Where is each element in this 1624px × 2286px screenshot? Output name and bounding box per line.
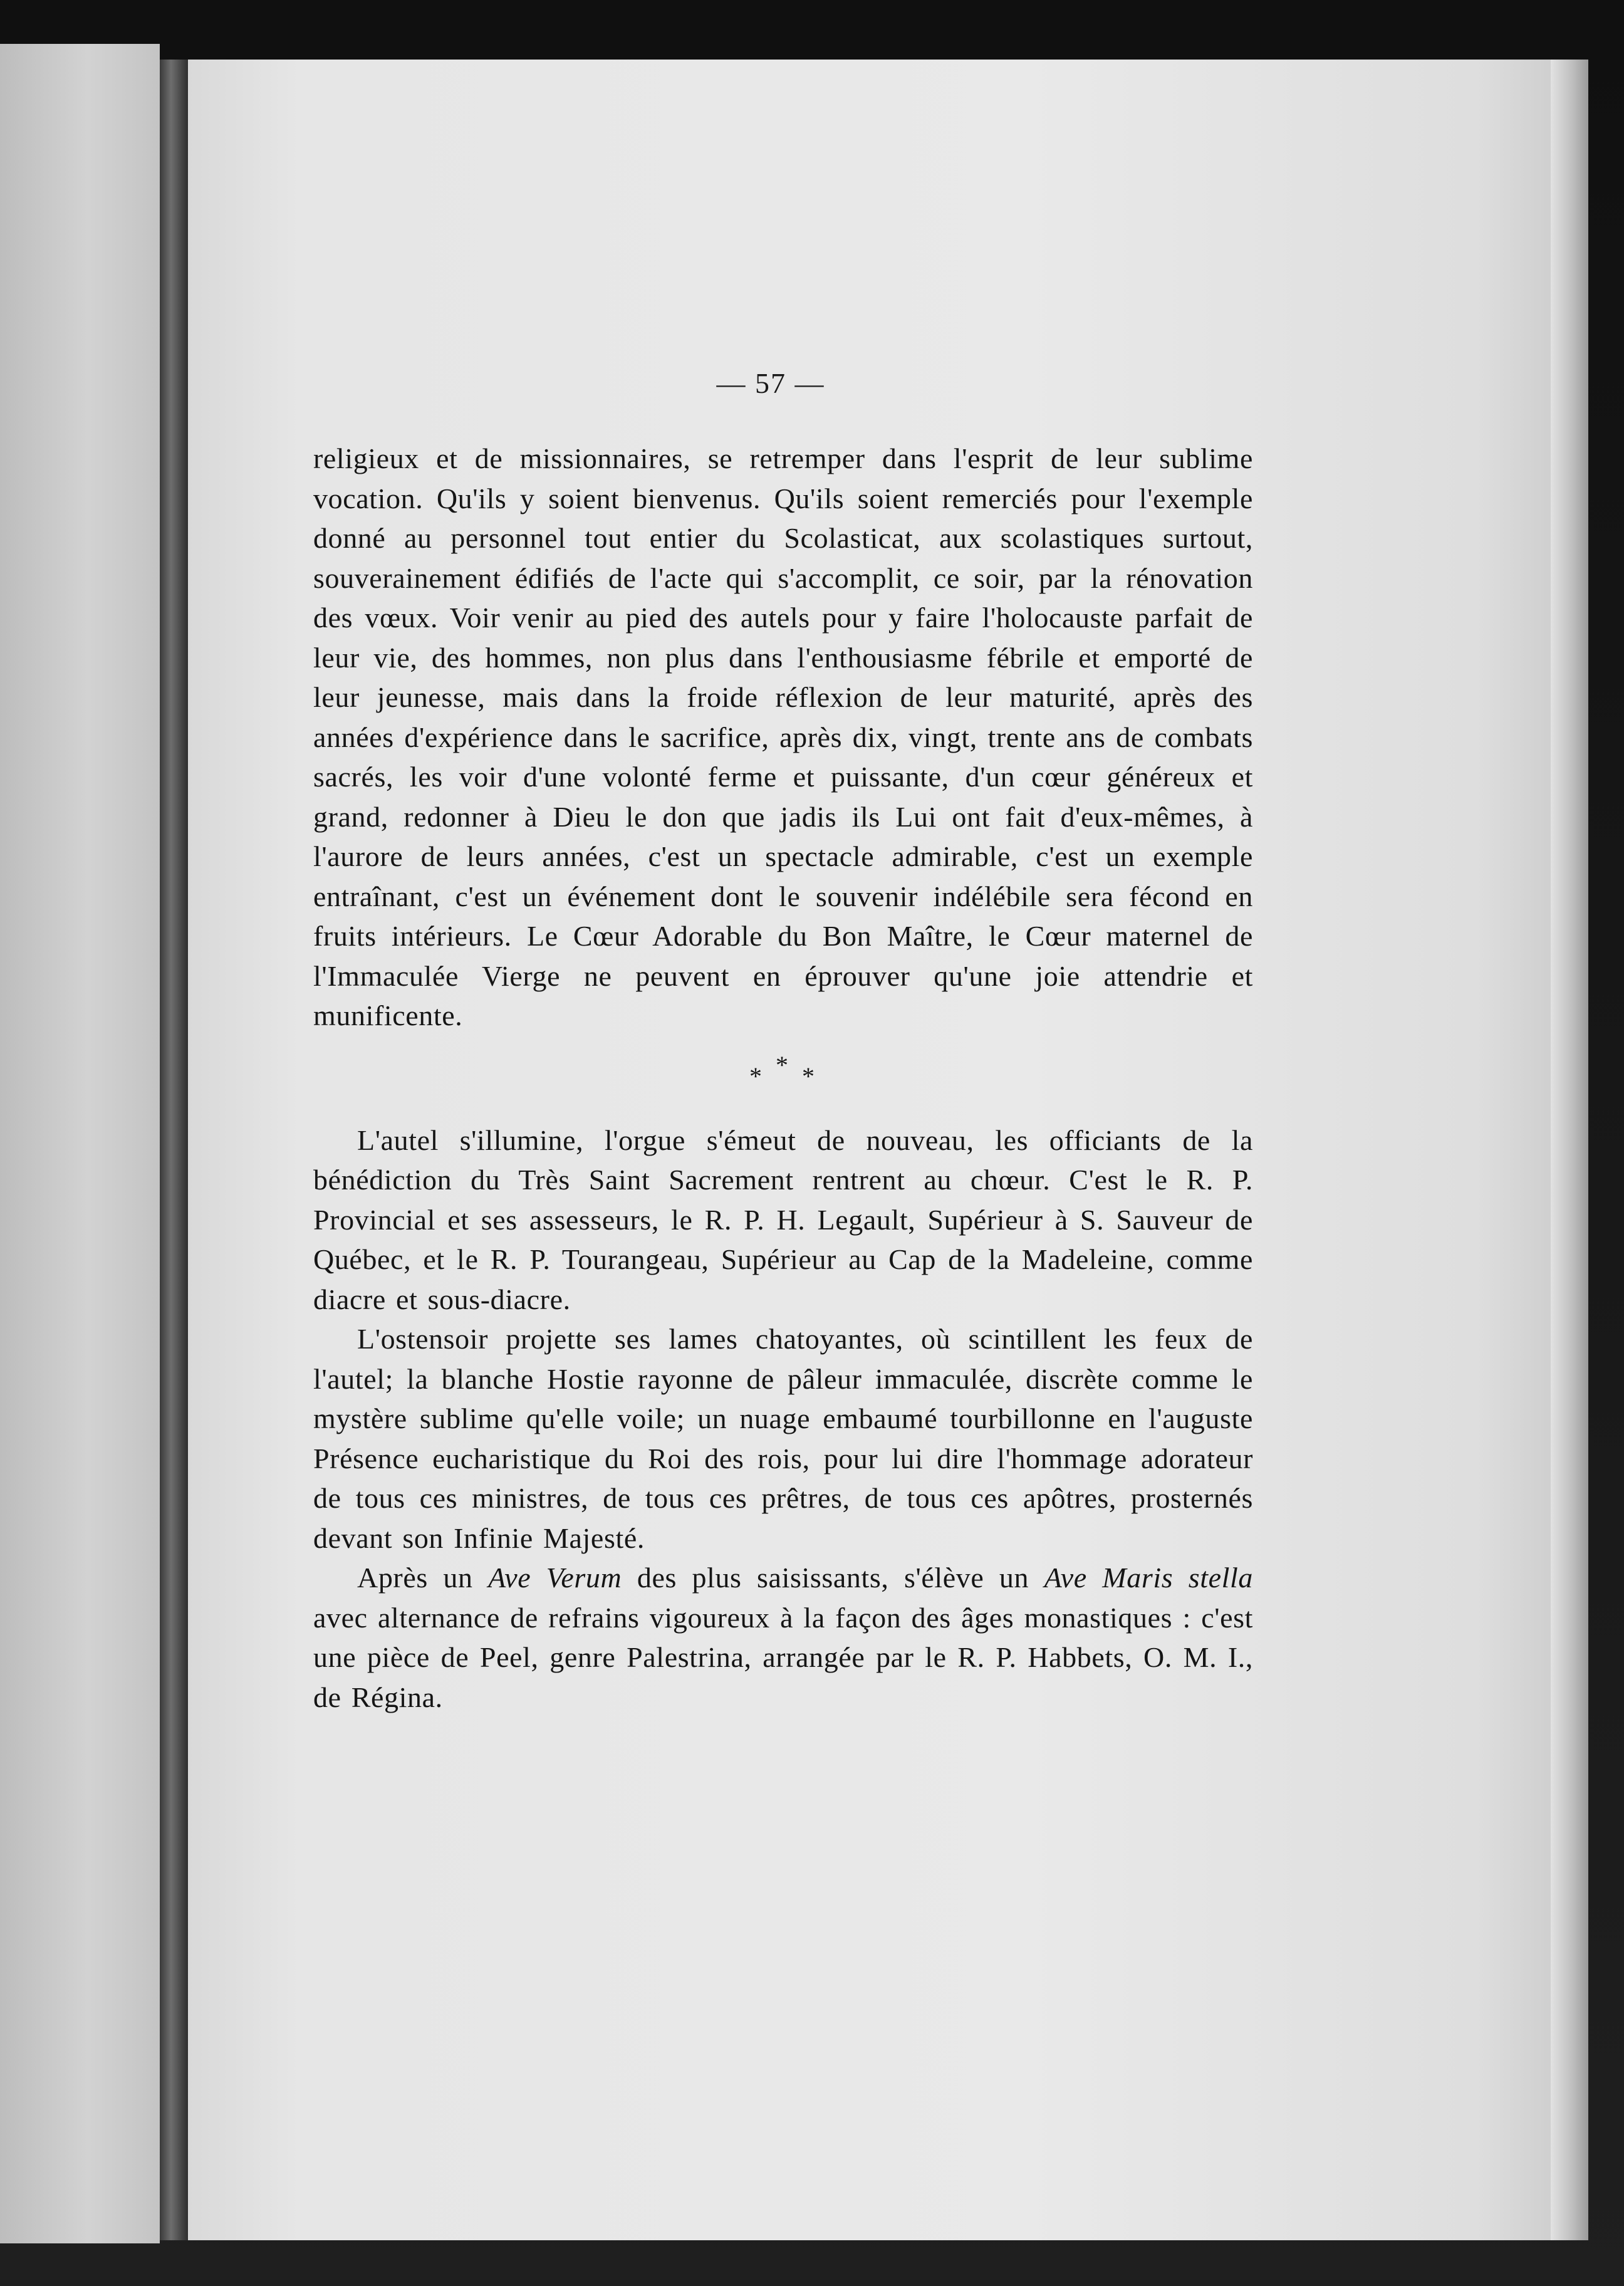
left-facing-page bbox=[0, 44, 160, 2243]
paragraph-ave-verum bbox=[313, 1558, 1253, 1717]
italic-title-ave-maris-stella: Ave Maris stella bbox=[1044, 1562, 1253, 1594]
page-number: — 57 — bbox=[716, 367, 825, 399]
book-gutter bbox=[160, 60, 188, 2240]
italic-title-ave-verum: Ave Verum bbox=[488, 1562, 622, 1594]
asterism-star-left: * bbox=[749, 1062, 764, 1090]
asterism-star-right: * bbox=[802, 1062, 817, 1090]
paragraph-benediction: L'autel s'illumine, l'orgue s'émeut de nouveau, les officiants de la bénédiction du Très Saint Sacrement rentrent au chœur. C'est le R. P. Provincial et ses assesseurs, le R. P. H. Legault, Supérieur à S. Sauveur de Québec, et le R. P. Tourangeau, Supérieur au Cap de la Madeleine, comme diacre et sous-diacre. bbox=[313, 1124, 1253, 1315]
page-body bbox=[313, 385, 1253, 1717]
paragraph-ostensoir: L'ostensoir projette ses lames chatoyantes, où scintillent les feux de l'autel; la blanche Hostie rayonne de pâleur immaculée, discrète comme le mystère sublime qu'elle voile; un nuage embaumé tourbillonne en l'auguste Présence eucharistique du Roi des rois, pour lui dire l'hommage adorateur de tous ces ministres, de tous ces prêtres, de tous ces apôtres, prosternés devant son Infinie Majesté. bbox=[313, 1323, 1253, 1554]
page-right-edge bbox=[1551, 60, 1588, 2240]
book-page bbox=[188, 60, 1588, 2240]
text-run: Après un bbox=[357, 1562, 489, 1594]
asterism-star-middle: * bbox=[776, 1050, 791, 1079]
paragraph-continuation: religieux et de missionnaires, se retremper dans l'esprit de leur sublime vocation. Qu'ils y soient bienvenus. Qu'ils soient remerciés pour l'exemple donné au personnel tout entier du Scolasticat, aux scolastiques surtout, souverainement édifiés de l'acte qui s'accomplit, ce soir, par la rénovation des vœux. Voir venir au pied des autels pour y faire l'holocauste parfait de leur vie, des hommes, non plus dans l'enthousiasme fébrile et emporté de leur jeunesse, mais dans la froide réflexion de leur maturité, après des années d'expérience dans le sacrifice, après dix, vingt, trente ans de combats sacrés, les voir d'une volonté ferme et puissante, d'un cœur généreux et grand, redonner à Dieu le don que jadis ils Lui ont fait d'eux-mêmes, à l'aurore de leurs années, c'est un spectacle admirable, c'est un exemple entraînant, c'est un événement dont le souvenir indélébile sera fécond en fruits intérieurs. Le Cœur Adorable du Bon Maître, le Cœur maternel de l'Immaculée Vierge ne peuvent en éprouver qu'une joie attendrie et munificente. bbox=[313, 442, 1253, 1031]
text-run: des plus saisissants, s'élève un bbox=[622, 1562, 1044, 1594]
text-run: avec alternance de refrains vigoureux à la façon des âges monastiques : c'est une pièce de Peel, genre Palestrina, arrangée par le R. P. Habbets, O. M. I., de Régina. bbox=[313, 1601, 1253, 1713]
section-separator-asterism bbox=[313, 1036, 1253, 1120]
